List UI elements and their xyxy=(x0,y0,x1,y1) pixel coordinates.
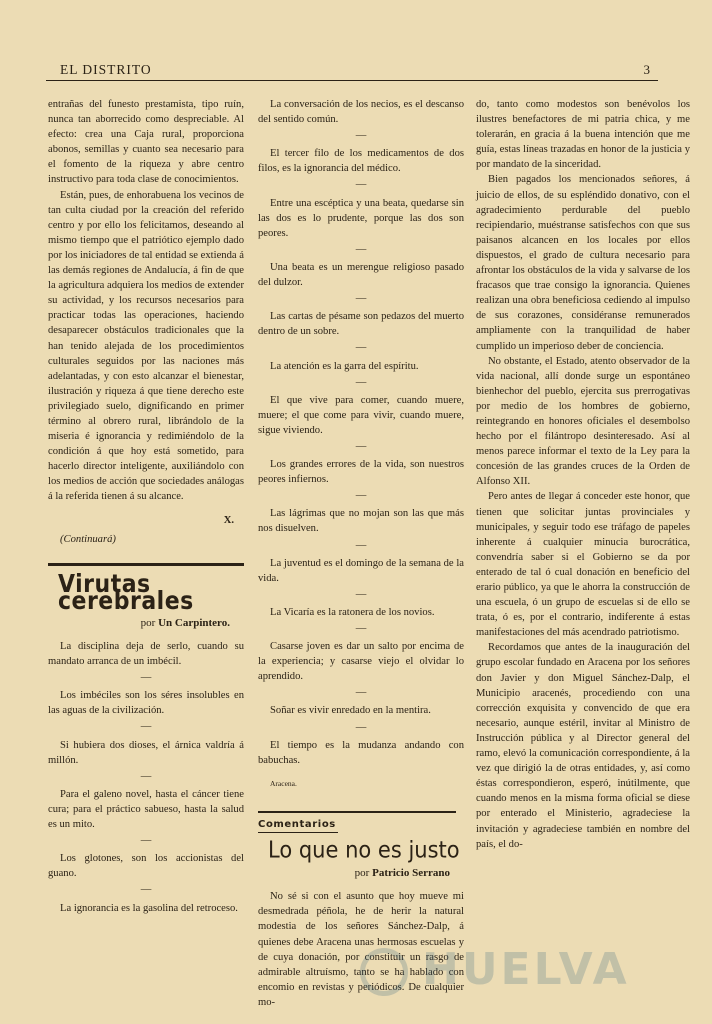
maxim: La ignorancia es la gasolina del retroceso. xyxy=(60,902,238,914)
byline-author: Un Carpintero. xyxy=(158,616,230,629)
maxim-separator: — xyxy=(355,440,367,452)
article-signature: X. xyxy=(223,514,234,526)
maxim-separator: — xyxy=(355,243,367,255)
maxim: El que vive para comer, cuando muere, muere; el que come para vivir, cuando muere, sigue viviendo. xyxy=(258,394,464,436)
maxim-separator: — xyxy=(140,721,152,733)
maxim-separator: — xyxy=(140,835,152,847)
maxim: Casarse joven es dar un salto por encima de la experiencia; y casarse viejo el olvidar lo aprendido. xyxy=(258,641,464,683)
page-number: 3 xyxy=(643,62,650,77)
byline xyxy=(258,866,464,881)
maxim-separator: — xyxy=(355,293,367,305)
seal-icon xyxy=(360,948,408,996)
continued-note: (Continuará) xyxy=(60,533,116,545)
maxim: El tiempo es la mudanza andando con babuchas. xyxy=(258,739,464,766)
column-1 xyxy=(48,97,244,916)
maxim: Entre una escéptica y una beata, quedarse sin las dos es lo prudente, porque las dos son peores. xyxy=(258,197,464,239)
maxim: Las cartas de pésame son pedazos del muerto dentro de un sobre. xyxy=(258,311,464,338)
maxim: El tercer filo de los medicamentos de dos filos, es la ignorancia del médico. xyxy=(258,148,464,175)
maxim-separator: — xyxy=(140,770,152,782)
section-divider xyxy=(258,811,456,813)
maxim: La atención es la garra del espíritu. xyxy=(270,360,419,372)
maxim-separator: — xyxy=(355,588,367,600)
byline xyxy=(48,616,244,631)
maxim: Para el galeno novel, hasta el cáncer tiene cura; para el práctico sabueso, hasta la salud es un mito. xyxy=(48,788,244,831)
article-paragraph: Bien pagados los mencionados señores, á juicio de ellos, de su espléndido donativo, con el agradecimiento perdurable del pueblo recipiendario, muéstranse satisfechos con que sus paisanos alcancen en los locales por ellos dispuestos, el grado de cultura necesario para afrontar los obstáculos de la vida y salvarse de los fracasos que trae consigo la ignorancia. Quienes realizan una obra beneficiosa cediendo al impulso de sus corazones, considéranse remunerados ampliamente con la tranquilidad de haber cumplido un imperioso deber de conciencia. xyxy=(476,174,690,352)
article-title: Lo que no es justo xyxy=(268,836,460,864)
maxim-separator: — xyxy=(355,721,367,733)
byline-author: Patricio Serrano xyxy=(372,867,450,880)
maxim: Soñar es vivir enredado en la mentira. xyxy=(270,705,431,717)
maxim: Los glotones, son los accionistas del guano. xyxy=(48,853,244,880)
section-kicker: Comentarios xyxy=(258,817,338,833)
maxim: Si hubiera dos dioses, el árnica valdría á millón. xyxy=(48,739,244,766)
article-paragraph: Recordamos que antes de la inauguración del grupo escolar fundado en Aracena por los señores don Javier y don Miguel Sánchez-Dalp, el Municipio aracenés, procediendo con una corrección exquisita y convencido de que era necesario, aunque estéril, invitar al Ministro de Instrucción pública y al Director general del ramo, elevó la comunicación correspondiente, á la vez que dirigió la de otras entidades, y, así como éstas correspondieron, esperó, inútilmente, que cuando menos en la misma forma oficial se diese por enterado el Ministerio, agradeciese la invitación y agradeciese también en nombre del país, el do- xyxy=(476,642,690,850)
maxim: Los imbéciles son los séres insolubles en las aguas de la civilización. xyxy=(48,690,244,717)
article-paragraph: No obstante, el Estado, atento observador de la vida nacional, allí donde surge un espontáneo bienhechor del pueblo, ejercita sus prerrogativas por medio de los hombres de gobierno, reintegrando en honores oficiales el desembolso hecho por el filántropo desinteresado. Así al menos parece informar el texto de la Ley para la concesión de las grandes cruces de la Orden de Alfonso XII. xyxy=(476,355,690,488)
maxim-separator: — xyxy=(355,623,367,634)
maxim-separator: — xyxy=(355,539,367,551)
maxim-separator: — xyxy=(355,342,367,354)
maxim-separator: — xyxy=(140,672,152,684)
column-3 xyxy=(476,97,690,852)
byline-prefix: por xyxy=(140,616,156,629)
masthead xyxy=(46,62,658,81)
section-divider xyxy=(48,563,244,566)
newspaper-title: EL DISTRITO xyxy=(60,62,152,77)
maxim: Las lágrimas que no mojan son las que más nos disuelven. xyxy=(258,508,464,535)
maxim-separator: — xyxy=(355,687,367,699)
maxim: La disciplina deja de serlo, cuando su mandato arranca de un imbécil. xyxy=(48,641,244,668)
article-paragraph: Pero antes de llegar á conceder este honor, que tienen que solicitar juntas provinciales y municipales, y seguir todo ese tráfago de papeles inherente á cualquier minucia burocrática, convendría saber si el Gobierno se da por enterado de tal ó cual donación en beneficio del erario público, ya que le ahorra la construcción de una escuela, ó un grupo de escuelas si de ello se trata, ó es, por el contrario, indiferente á estas manifestaciones del más acendrado patriotismo. xyxy=(476,491,690,639)
maxim-separator: — xyxy=(355,376,367,388)
maxim: Los grandes errores de la vida, son nuestros peores infiernos. xyxy=(258,459,464,486)
maxim: La conversación de los necios, es el descanso del sentido común. xyxy=(258,99,464,126)
article-paragraph: entrañas del funesto prestamista, tipo ruín, nunca tan aborrecido como despreciable. Al efecto: crea una Caja rural, proporciona abonos, semillas y cuanto sea necesario para el fomento de la riqueza y abre centro instructivo para toda clase de conocimientos. xyxy=(48,99,244,186)
maxim: La Vicaría es la ratonera de los novios. xyxy=(270,606,435,618)
article-paragraph: do, tanto como modestos son benévolos los ilustres benefactores de mi patria chica, y me tolerarán, en gracia á la buena intención que me guía, estas líneas trazadas en honor de la justicia y por mandato de la sinceridad. xyxy=(476,99,690,171)
maxim: La juventud es el domingo de la semana de la vida. xyxy=(258,557,464,584)
article-paragraph: Están, pues, de enhorabuena los vecinos de tan culta ciudad por la creación del referido centro y por ello los felicitamos, deseando al mismo tiempo que el patriótico ejemplo dado por los iniciadores de tal entidad se extienda á las demás regiones de Andalucía, á fin de que la agricultura adquiera los medios de extender su actividad, y los recursos necesarios para practicar todas las operaciones, haciendo desaparecer obstáculos tradicionales que la han tenido alejada de los procedimientos culturales seguidos por las naciones más adelantadas, y con esto alcanzar el bienestar, ilustración y riqueza á que tiene derecho este privilegiado suelo, dignificando en primer término al obrero rural, librándolo de la miseria é ignorancia y redimiéndolo de la condición á que hoy está sometido, para hacerlo director inteligente, auxiliándolo con los medios de acción que sociedades análogas á la referida tienen á su alcance. xyxy=(48,189,244,503)
archive-watermark xyxy=(360,944,690,1014)
maxim-separator: — xyxy=(355,130,367,142)
watermark-text: HUELVA xyxy=(422,944,630,995)
maxim: Una beata es un merengue religioso pasado del dulzor. xyxy=(258,261,464,289)
maxim-separator: — xyxy=(140,884,152,896)
article-paragraph: No sé si con el asunto que hoy mueve mi desmedrada péñola, he de herir la natural modestia de los señores Sánchez-Dalp, á quienes debe Aracena unas hermosas escuelas y de cuya donación, por constituir un rasgo de admirable altruísmo, tanto se ha hablado con encomio en revistas y periódicos. De cualquier mo- xyxy=(258,891,464,1008)
column-2 xyxy=(258,97,464,1010)
section-title: Virutas cerebrales xyxy=(58,569,194,616)
maxim-separator: — xyxy=(355,490,367,502)
place-signature: Aracena. xyxy=(270,778,297,788)
byline-prefix: por xyxy=(354,867,370,880)
maxim-separator: — xyxy=(355,179,367,191)
